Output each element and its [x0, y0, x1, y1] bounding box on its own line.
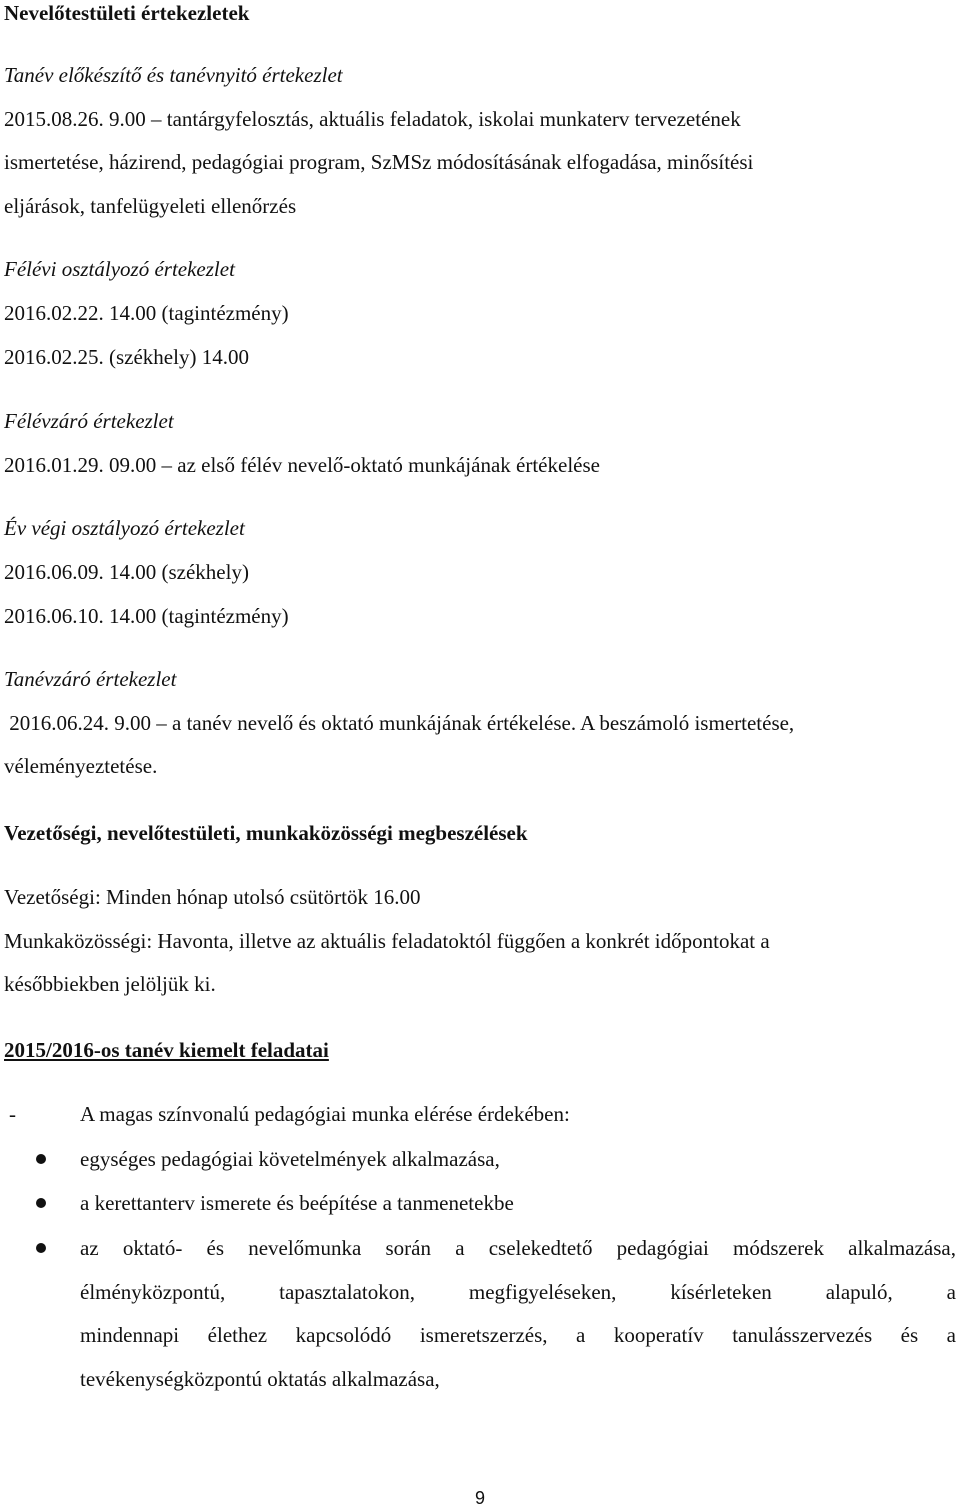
list-item: a kerettanterv ismerete és beépítése a tanmenetekbe — [80, 1191, 514, 1215]
text-line: eljárások, tanfelügyeleti ellenőrzés — [4, 194, 297, 218]
text-line: későbbiekben jelöljük ki. — [4, 972, 216, 996]
section-heading: Tanév előkészítő és tanévnyitó értekezlet — [4, 63, 343, 87]
bullet-dot — [36, 1198, 46, 1208]
text-line: Munkaközösségi: Havonta, illetve az aktuális feladatoktól függően a konkrét időpontokat a — [4, 929, 770, 953]
text-line: ismertetése, házirend, pedagógiai program, SzMSz módosításának elfogadása, minősítési — [4, 150, 754, 174]
meetings-heading: Vezetőségi, nevelőtestületi, munkaközösségi megbeszélések — [4, 821, 528, 845]
text-line: véleményeztetése. — [4, 754, 158, 778]
section-heading: Év végi osztályozó értekezlet — [4, 516, 245, 540]
section-heading: Félévzáró értekezlet — [4, 409, 174, 433]
text-line: 2016.02.25. (székhely) 14.00 — [4, 345, 249, 369]
text-line: 2016.06.09. 14.00 (székhely) — [4, 560, 249, 584]
dash-marker: - — [9, 1102, 16, 1126]
text-line: 2016.06.10. 14.00 (tagintézmény) — [4, 604, 289, 628]
text-line: 2016.06.24. 9.00 – a tanév nevelő és oktató munkájának értékelése. A beszámoló ismertetése, — [4, 711, 795, 735]
page-title: Nevelőtestületi értekezletek — [4, 1, 250, 25]
list-item-line: az oktató- és nevelőmunka során a cselekedtető pedagógiai módszerek alkalmazása, — [80, 1236, 956, 1260]
section-heading: Tanévzáró értekezlet — [4, 667, 177, 691]
list-item: egységes pedagógiai követelmények alkalmazása, — [80, 1147, 500, 1171]
text-line: 2015.08.26. 9.00 – tantárgyfelosztás, aktuális feladatok, iskolai munkaterv tervezetének — [4, 107, 741, 131]
text-line: 2016.01.29. 09.00 – az első félév nevelő-oktató munkájának értékelése — [4, 453, 600, 477]
list-item-line: élményközpontú, tapasztalatokon, megfigyeléseken, kísérleteken alapuló, a — [80, 1280, 956, 1304]
list-item-line: tevékenységközpontú oktatás alkalmazása, — [80, 1367, 440, 1391]
bullet-dot — [36, 1243, 46, 1253]
page-number: 9 — [474, 1488, 485, 1508]
list-item-line: mindennapi élethez kapcsolódó ismeretszerzés, a kooperatív tanulásszervezés és a — [80, 1323, 956, 1347]
section-heading: Félévi osztályozó értekezlet — [4, 257, 235, 281]
dash-item: A magas színvonalú pedagógiai munka elérése érdekében: — [80, 1102, 570, 1126]
text-line: 2016.02.22. 14.00 (tagintézmény) — [4, 301, 289, 325]
tasks-heading: 2015/2016-os tanév kiemelt feladatai — [4, 1038, 329, 1062]
text-line: Vezetőségi: Minden hónap utolsó csütörtök 16.00 — [4, 885, 421, 909]
bullet-dot — [36, 1154, 46, 1164]
